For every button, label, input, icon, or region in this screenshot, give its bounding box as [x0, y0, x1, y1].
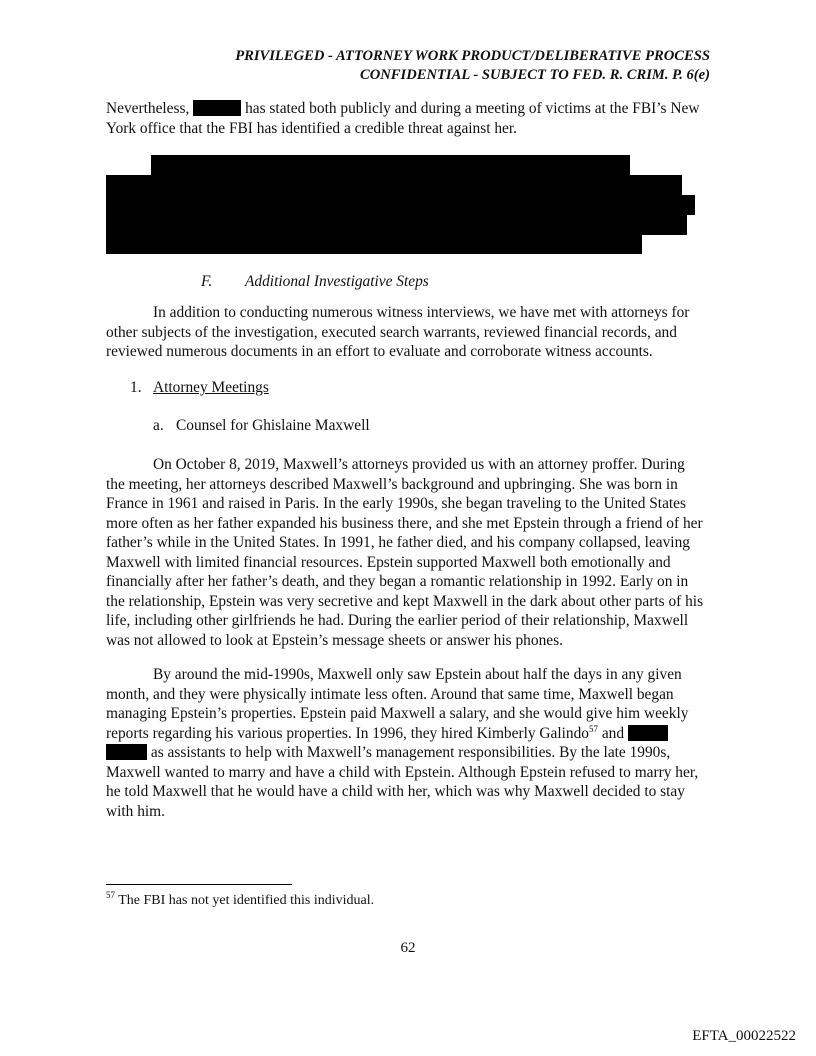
bates-number: EFTA_00022522	[692, 1028, 796, 1044]
heading-1-number: 1.	[130, 379, 142, 396]
paragraph-line-end: as assistants to help with Maxwell’s management responsibilities. By the late 1990s,	[150, 744, 671, 761]
footnote-reference: 57	[588, 723, 598, 734]
paragraph-line: managing Epstein’s properties. Epstein paid Maxwell a salary, and she would give him weekly	[106, 705, 689, 722]
mid-1990s-paragraph	[106, 665, 718, 821]
section-f-title: Additional Investigative Steps	[245, 273, 429, 290]
paragraph-line: life, including other girlfriends he had. During the earlier period of their relationship, Maxwell	[106, 612, 689, 629]
paragraph-line: more often as her father expanded his business there, and she met Epstein through a friend of her	[106, 514, 703, 532]
paragraph-line: the relationship, Epstein was very secretive and kept Maxwell in the dark about other parts of his	[106, 592, 704, 610]
intro-line-1-start: Nevertheless,	[106, 100, 190, 117]
paragraph-line: Maxwell with limited financial resources. Epstein supported Maxwell both emotionally and	[106, 553, 671, 571]
section-f-heading	[201, 273, 429, 291]
footnote-text: The FBI has not yet identified this individual.	[115, 893, 375, 908]
paragraph-line: the meeting, her attorneys described Maxwell’s background and upbringing. She was born in	[106, 475, 678, 493]
redaction-box	[193, 100, 241, 116]
paragraph-line-start: reports regarding his various properties. In 1996, they hired Kimberly Galindo	[106, 724, 589, 742]
paragraph-line: In addition to conducting numerous witness interviews, we have met with attorneys for	[153, 304, 690, 321]
additional-steps-paragraph	[106, 303, 718, 362]
redaction-box	[628, 725, 668, 741]
paragraph-line: father’s while in the United States. In 1991, he father died, and his company collapsed, leaving	[106, 534, 690, 551]
paragraph-line: other subjects of the investigation, executed search warrants, reviewed financial records, and	[106, 323, 677, 341]
intro-line-1-end: has stated both publicly and during a meeting of victims at the FBI’s New	[245, 100, 700, 117]
footnote-number: 57	[106, 890, 115, 900]
paragraph-line: Maxwell wanted to marry and have a child with Epstein. Although Epstein refused to marry her,	[106, 763, 699, 781]
paragraph-line: reviewed numerous documents in an effort to evaluate and corroborate witness accounts.	[106, 343, 653, 360]
paragraph-line: On October 8, 2019, Maxwell’s attorneys provided us with an attorney proffer. During	[153, 456, 685, 473]
paragraph-line-end: and	[597, 724, 625, 742]
paragraph-line: he told Maxwell that he would have a child with her, which was why Maxwell decided to stay	[106, 783, 685, 800]
heading-attorney-meetings	[130, 379, 269, 397]
heading-a-letter: a.	[153, 417, 164, 434]
paragraph-line: was not allowed to look at Epstein’s message sheets or answer his phones.	[106, 631, 563, 649]
paragraph-line: France in 1961 and raised in Paris. In the early 1990s, she began traveling to the United States	[106, 495, 686, 512]
footnote	[106, 890, 375, 909]
privilege-header	[235, 47, 710, 85]
paragraph-line: financially after her father’s death, and they began a romantic relationship in 1992. Early on in	[106, 573, 689, 590]
paragraph-line: By around the mid-1990s, Maxwell only saw Epstein about half the days in any given	[153, 666, 682, 683]
paragraph-line: month, and they were physically intimate less often. Around that same time, Maxwell began	[106, 685, 674, 703]
intro-paragraph	[106, 99, 718, 138]
heading-a-label: Counsel for Ghislaine Maxwell	[176, 417, 370, 434]
footnote-separator	[106, 884, 292, 885]
header-line-2: CONFIDENTIAL - SUBJECT TO FED. R. CRIM. P. 6(e)	[359, 67, 710, 83]
header-line-1: PRIVILEGED - ATTORNEY WORK PRODUCT/DELIBERATIVE PROCESS	[235, 48, 710, 64]
section-f-letter: F.	[201, 273, 213, 290]
page-number: 62	[400, 940, 416, 956]
heading-counsel-maxwell	[153, 417, 370, 435]
intro-line-2: York office that the FBI has identified a credible threat against her.	[106, 119, 518, 137]
redaction-box	[106, 744, 147, 760]
heading-1-label: Attorney Meetings	[153, 379, 269, 396]
paragraph-line: with him.	[106, 802, 165, 820]
attorney-proffer-paragraph	[106, 455, 718, 650]
